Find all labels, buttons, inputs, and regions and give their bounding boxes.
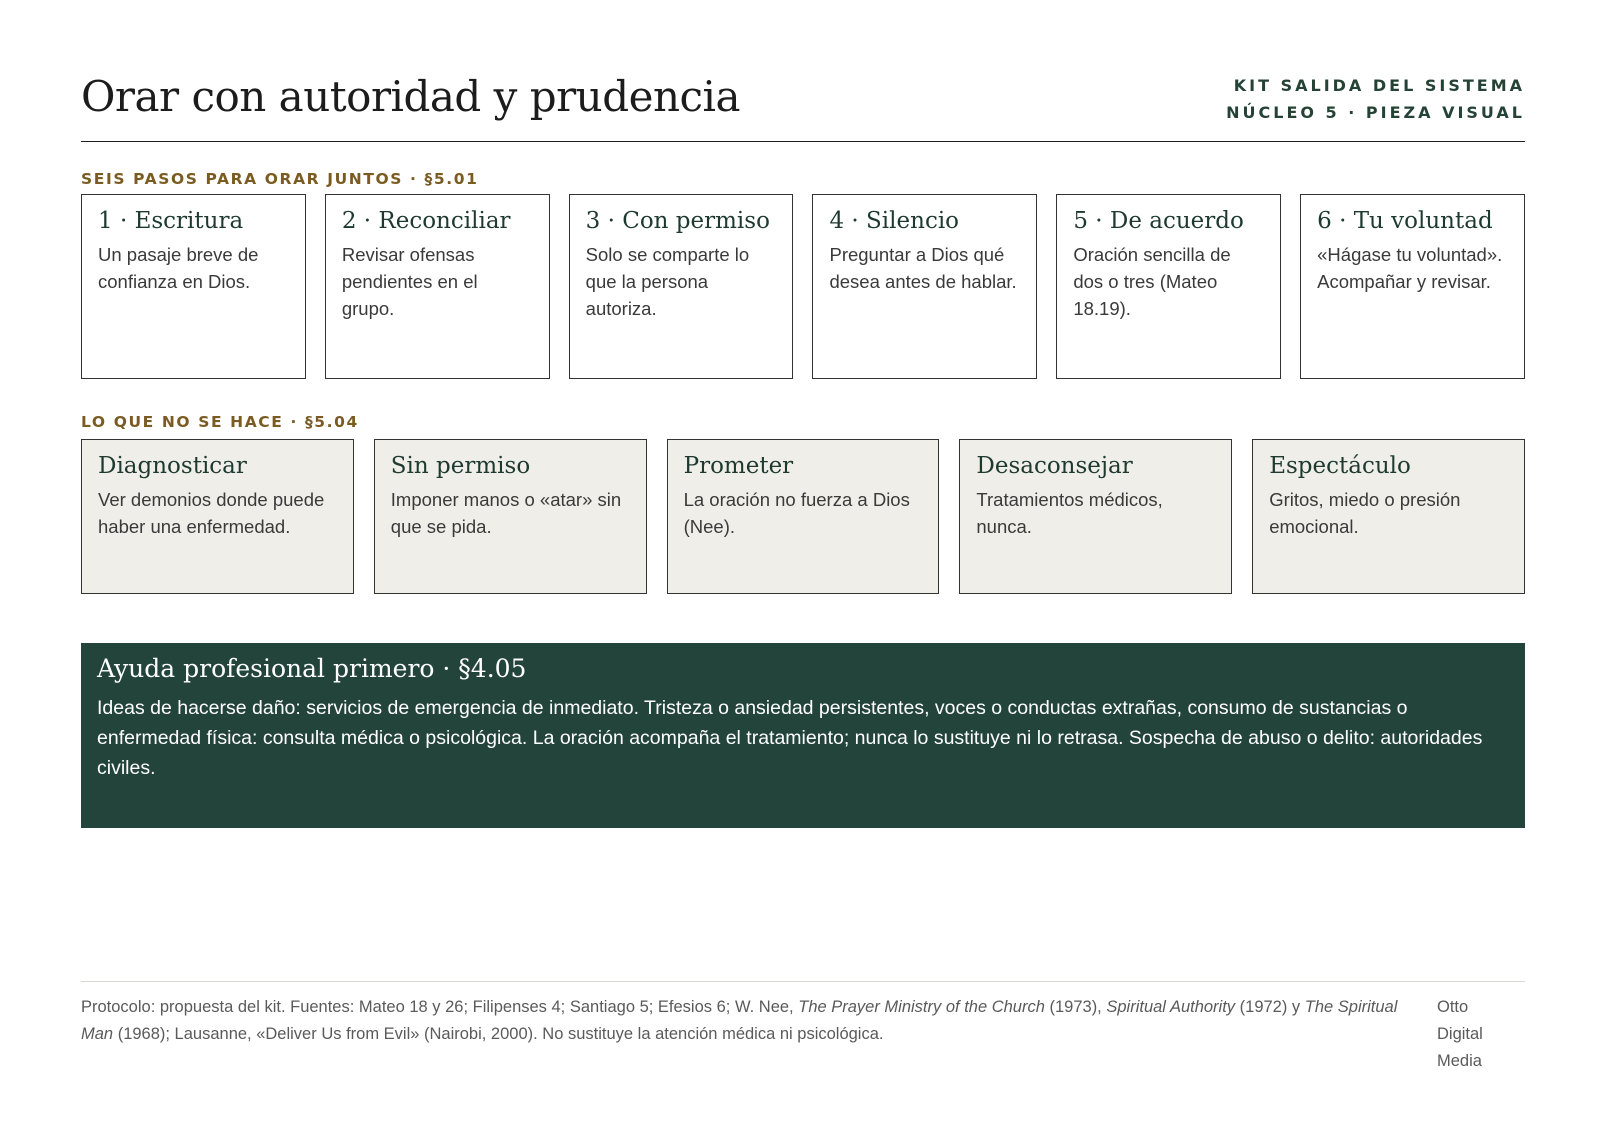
professional-help-callout xyxy=(81,643,1525,828)
dont-title: Espectáculo xyxy=(1269,453,1411,479)
step-title: 2 · Reconciliar xyxy=(341,208,511,234)
callout-title: Ayuda profesional primero · §4.05 xyxy=(97,654,527,683)
dont-text: Ver demonios donde puede haber una enfermedad. xyxy=(98,489,325,537)
step-text: Revisar ofensas pendientes en el grupo. xyxy=(341,244,478,319)
step-card-1 xyxy=(81,194,306,379)
sources-text: (1973), xyxy=(1044,998,1107,1016)
book-title: Spiritual Authority xyxy=(1106,998,1236,1016)
callout-text: Ideas de hacerse daño: servicios de emergencia de inmediato. Tristeza o ansiedad persistentes, voces o conductas extrañas, consumo de sustancias o enfermedad física: consulta médica o psicológica. La oración acompaña el tratamiento; nunca lo sustituye ni lo retrasa. Sospecha de abuso o delito: autoridades civiles. xyxy=(97,697,1483,779)
steps-section-label: SEIS PASOS PARA ORAR JUNTOS · §5.01 xyxy=(81,170,479,188)
step-card-6 xyxy=(1300,194,1525,379)
dont-card-3 xyxy=(667,439,940,594)
footer-divider xyxy=(81,981,1525,982)
book-title: The Prayer Ministry of the Church xyxy=(798,998,1045,1016)
dont-card-1 xyxy=(81,439,354,594)
dont-title: Prometer xyxy=(683,453,794,479)
sources-note xyxy=(81,994,1401,1048)
sources-text: (1972) y xyxy=(1235,998,1305,1016)
donts-section-label: LO QUE NO SE HACE · §5.04 xyxy=(81,413,359,431)
step-title: 6 · Tu voluntad xyxy=(1317,208,1493,234)
step-title: 4 · Silencio xyxy=(829,208,960,234)
donts-row xyxy=(81,439,1525,594)
dont-text: La oración no fuerza a Dios (Nee). xyxy=(683,489,910,537)
step-title: 5 · De acuerdo xyxy=(1073,208,1244,234)
dont-card-2 xyxy=(374,439,647,594)
step-card-2 xyxy=(325,194,550,379)
step-text: Oración sencilla de dos o tres (Mateo 18.19). xyxy=(1073,244,1231,319)
author-line: Digital xyxy=(1437,1025,1483,1043)
dont-text: Tratamientos médicos, nunca. xyxy=(976,489,1163,537)
step-title: 3 · Con permiso xyxy=(585,208,770,234)
page-title: Orar con autoridad y prudencia xyxy=(81,72,740,121)
author-line: Media xyxy=(1437,1052,1482,1070)
book-title: The Spiritual Man xyxy=(81,998,1398,1043)
dont-title: Desaconsejar xyxy=(976,453,1133,479)
dont-title: Sin permiso xyxy=(390,453,531,479)
dont-text: Gritos, miedo o presión emocional. xyxy=(1269,489,1461,537)
dont-title: Diagnosticar xyxy=(98,453,247,479)
step-card-4 xyxy=(812,194,1037,379)
step-text: Un pasaje breve de confianza en Dios. xyxy=(98,244,259,292)
kit-label-line-1: KIT SALIDA DEL SISTEMA xyxy=(1233,76,1525,95)
step-card-5 xyxy=(1056,194,1281,379)
author-line: Otto xyxy=(1437,998,1469,1016)
kit-label-line-2: NÚCLEO 5 · PIEZA VISUAL xyxy=(1226,103,1525,122)
page-header xyxy=(81,70,1525,142)
step-text: Preguntar a Dios qué desea antes de hablar. xyxy=(829,244,1017,292)
steps-row xyxy=(81,194,1525,379)
dont-text: Imponer manos o «atar» sin que se pida. xyxy=(390,489,622,537)
sources-text: Protocolo: propuesta del kit. Fuentes: Mateo 18 y 26; Filipenses 4; Santiago 5; Efesios 6; W. Nee, xyxy=(81,998,799,1016)
step-text: «Hágase tu voluntad». Acompañar y revisar. xyxy=(1317,244,1503,292)
author-credit xyxy=(1437,994,1525,1075)
dont-card-5 xyxy=(1252,439,1525,594)
kit-label xyxy=(1226,72,1525,126)
step-text: Solo se comparte lo que la persona autoriza. xyxy=(585,244,750,319)
sources-text: (1968); Lausanne, «Deliver Us from Evil» (Nairobi, 2000). No sustituye la atención médica ni psicológica. xyxy=(113,1025,884,1043)
dont-card-4 xyxy=(959,439,1232,594)
step-title: 1 · Escritura xyxy=(98,208,244,234)
step-card-3 xyxy=(569,194,794,379)
